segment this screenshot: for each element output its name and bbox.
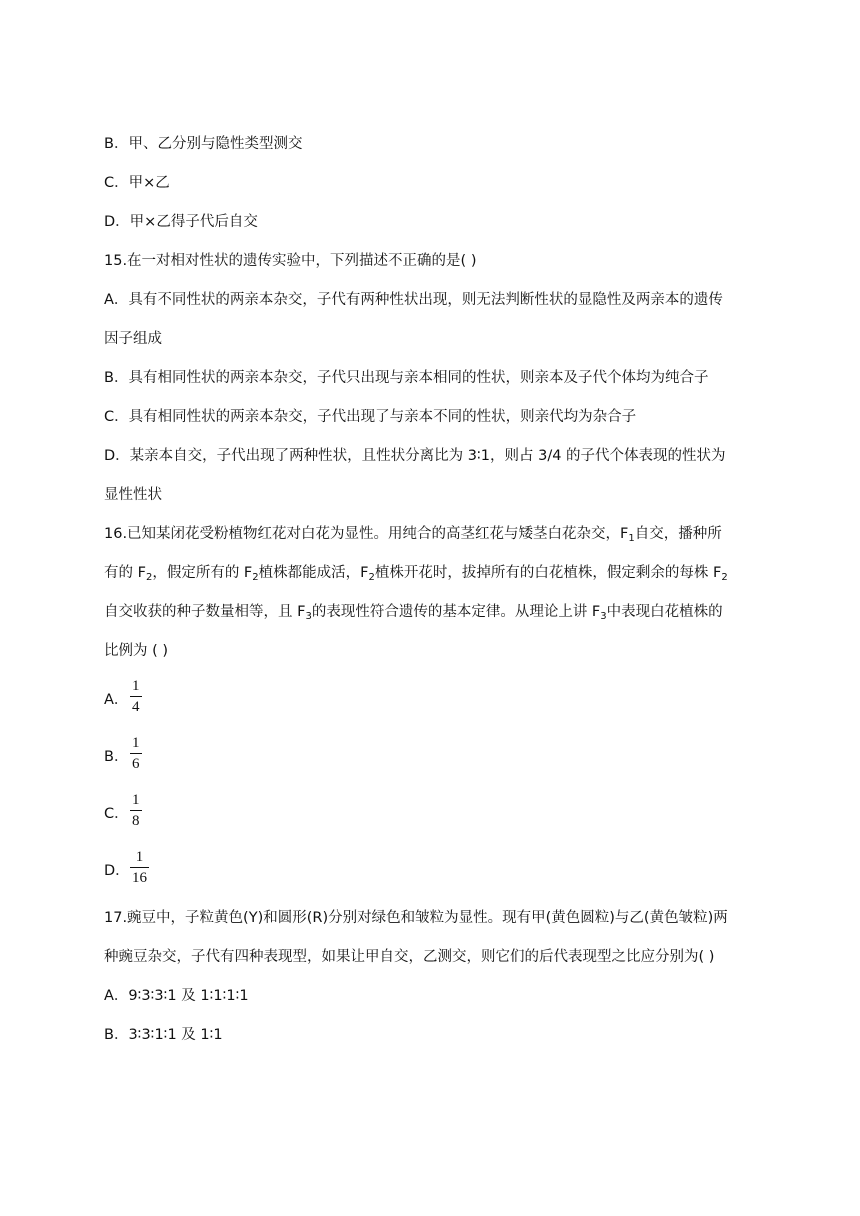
q15-option-c: C．具有相同性状的两亲本杂交，子代出现了与亲本不同的性状，则亲代均为杂合子: [104, 409, 637, 425]
fraction-bar: [130, 696, 142, 697]
q15-option-b: B．具有相同性状的两亲本杂交，子代只出现与亲本相同的性状，则亲本及子代个体均为纯合子: [104, 370, 709, 386]
option-label: B．: [104, 749, 129, 765]
q15-option-d-line2: 显性性状: [104, 487, 162, 503]
q17-stem-line1: 17.豌豆中，子粒黄色(Y)和圆形(R)分别对绿色和皱粒为显性。现有甲(黄色圆粒)与乙(黄色皱粒)两: [104, 910, 728, 926]
fraction-numerator: 1: [135, 849, 144, 865]
fraction-bar: [130, 810, 142, 811]
fraction-bar: [130, 753, 142, 754]
fraction-denominator: 8: [132, 813, 140, 829]
fraction-denominator: 4: [132, 699, 140, 715]
q16-stem-line4: 比例为 ( ): [104, 643, 169, 659]
option-label: A．: [104, 692, 129, 708]
q17-option-b: B．3∶3∶1∶1 及 1∶1: [104, 1027, 223, 1043]
fraction-numerator: 1: [132, 735, 140, 751]
q16-stem-line2: 有的 $F_2$，假定所有的 $F_2$植株都能成活，$F_2$植株开花时，拔掉所有的白花植株，假定剩余的每株 $F_2$: [104, 565, 728, 583]
fraction-bar: [130, 867, 149, 868]
q16-stem-line1: 16.已知某闭花受粉植物红花对白花为显性。用纯合的高茎红花与矮茎白花杂交，$F_1$自交，播种所: [104, 526, 722, 544]
q15-option-a-line1: A．具有不同性状的两亲本杂交，子代有两种性状出现，则无法判断性状的显隐性及两亲本的遗传: [104, 292, 723, 308]
q15-option-a-line2: 因子组成: [104, 331, 162, 347]
option-label: C．: [104, 806, 129, 822]
fraction: [130, 734, 142, 773]
q17-option-a: A．9∶3∶3∶1 及 1∶1∶1∶1: [104, 988, 249, 1004]
fraction: [130, 848, 149, 887]
q14-option-b: B．甲、乙分别与隐性类型测交: [104, 136, 303, 152]
fraction: [130, 791, 142, 830]
fraction-numerator: 1: [132, 792, 140, 808]
q17-stem-line2: 种豌豆杂交，子代有四种表现型，如果让甲自交，乙测交，则它们的后代表现型之比应分别为( ): [104, 949, 715, 965]
fraction: [130, 677, 142, 716]
option-label: D．: [104, 863, 130, 879]
fraction-denominator: 6: [132, 756, 140, 772]
q15-stem: 15.在一对相对性状的遗传实验中，下列描述不正确的是( ): [104, 253, 477, 269]
q16-stem-line3: 自交收获的种子数量相等，且 $F_3$的表现性符合遗传的基本定律。从理论上讲 $F_3$中表现白花植株的: [104, 604, 723, 622]
q14-option-d: D．甲×乙得子代后自交: [104, 214, 258, 230]
fraction-numerator: 1: [132, 678, 140, 694]
q14-option-c: C．甲×乙: [104, 175, 170, 191]
fraction-denominator: 16: [132, 870, 147, 886]
q15-option-d-line1: D．某亲本自交，子代出现了两种性状，且性状分离比为 3∶1，则占 3/4 的子代个体表现的性状为: [104, 448, 726, 464]
